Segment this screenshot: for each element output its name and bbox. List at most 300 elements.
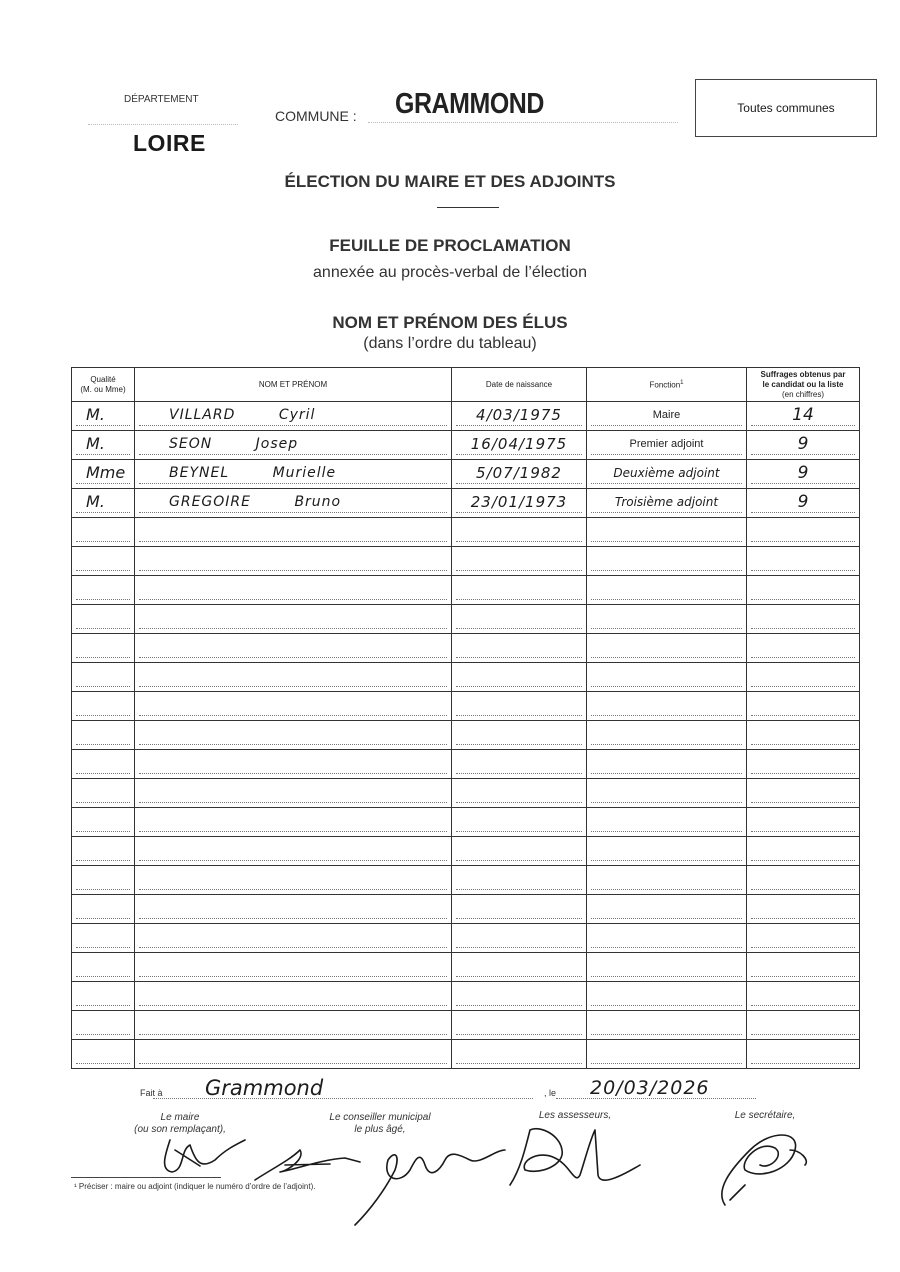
table-row xyxy=(72,489,860,518)
dotted-line xyxy=(139,985,447,1006)
dotted-line xyxy=(76,1043,130,1064)
cell-fonction xyxy=(587,837,747,866)
table-row-empty xyxy=(72,982,860,1011)
commune-label: COMMUNE : xyxy=(275,108,357,124)
dotted-line xyxy=(76,811,130,832)
cell-votes xyxy=(747,431,860,460)
cell-fonction xyxy=(587,982,747,1011)
col-suffrages-line1: Suffrages obtenus par xyxy=(760,369,846,379)
col-header-fonction xyxy=(587,368,747,402)
cell-nom xyxy=(135,895,452,924)
cell-qualite-text: Mme xyxy=(76,463,130,484)
cell-date xyxy=(452,605,587,634)
cell-nom xyxy=(135,634,452,663)
dotted-line xyxy=(139,579,447,600)
cell-qualite xyxy=(72,663,135,692)
cell-nom xyxy=(135,924,452,953)
dotted-line xyxy=(591,956,742,977)
cell-fonction xyxy=(587,750,747,779)
cell-votes-text: 14 xyxy=(751,405,855,426)
toutes-communes-label: Toutes communes xyxy=(737,101,835,115)
cell-date xyxy=(452,1040,587,1069)
cell-qualite xyxy=(72,1011,135,1040)
signature-secretaire xyxy=(722,1135,807,1205)
cell-votes xyxy=(747,721,860,750)
dotted-line xyxy=(456,927,582,948)
cell-date xyxy=(452,402,587,431)
cell-fonction-text: Troisième adjoint xyxy=(591,492,742,513)
cell-date xyxy=(452,663,587,692)
dotted-line xyxy=(456,956,582,977)
cell-nom xyxy=(135,837,452,866)
cell-qualite xyxy=(72,779,135,808)
dotted-line xyxy=(751,869,855,890)
dotted-line xyxy=(139,695,447,716)
commune-dotted-line xyxy=(368,122,678,123)
title-divider xyxy=(437,207,499,208)
dotted-line xyxy=(591,666,742,687)
cell-votes xyxy=(747,605,860,634)
dotted-line xyxy=(591,521,742,542)
cell-fonction xyxy=(587,634,747,663)
col-header-nom xyxy=(135,368,452,402)
cell-fonction xyxy=(587,576,747,605)
table-row xyxy=(72,460,860,489)
cell-nom-text: BEYNEL Murielle xyxy=(139,463,447,484)
signature-label-conseiller xyxy=(300,1112,460,1136)
table-row-empty xyxy=(72,895,860,924)
dotted-line xyxy=(76,521,130,542)
cell-nom xyxy=(135,1011,452,1040)
dotted-line xyxy=(456,753,582,774)
cell-date xyxy=(452,489,587,518)
dotted-line xyxy=(591,637,742,658)
dotted-line xyxy=(456,666,582,687)
cell-fonction xyxy=(587,895,747,924)
cell-qualite xyxy=(72,808,135,837)
cell-qualite xyxy=(72,402,135,431)
dotted-line xyxy=(139,724,447,745)
cell-date xyxy=(452,982,587,1011)
cell-nom xyxy=(135,547,452,576)
dotted-line xyxy=(751,753,855,774)
cell-qualite xyxy=(72,547,135,576)
dotted-line xyxy=(76,869,130,890)
cell-fonction xyxy=(587,460,747,489)
cell-qualite xyxy=(72,837,135,866)
signature-assesseur-1 xyxy=(355,1150,505,1225)
dotted-line xyxy=(751,724,855,745)
cell-date xyxy=(452,547,587,576)
cell-qualite xyxy=(72,721,135,750)
dotted-line xyxy=(591,811,742,832)
cell-date xyxy=(452,460,587,489)
table-row-empty xyxy=(72,576,860,605)
col-suffrages-line2: le candidat ou la liste xyxy=(762,379,844,389)
cell-qualite xyxy=(72,576,135,605)
cell-qualite xyxy=(72,605,135,634)
cell-nom xyxy=(135,982,452,1011)
dotted-line xyxy=(76,956,130,977)
cell-qualite xyxy=(72,750,135,779)
dotted-line xyxy=(591,579,742,600)
cell-qualite xyxy=(72,431,135,460)
cell-nom xyxy=(135,1040,452,1069)
cell-nom xyxy=(135,518,452,547)
dotted-line xyxy=(456,724,582,745)
fait-a-label: Fait à xyxy=(140,1088,163,1098)
col-suffrages-line3: (en chiffres) xyxy=(781,389,825,399)
dotted-line xyxy=(591,782,742,803)
dotted-line xyxy=(139,550,447,571)
cell-fonction xyxy=(587,1011,747,1040)
cell-fonction xyxy=(587,1040,747,1069)
cell-votes-text: 9 xyxy=(751,492,855,513)
cell-qualite xyxy=(72,982,135,1011)
cell-fonction xyxy=(587,953,747,982)
dotted-line xyxy=(591,550,742,571)
dotted-line xyxy=(76,753,130,774)
dotted-line xyxy=(76,985,130,1006)
footnote-marker: 1 xyxy=(680,380,684,387)
cell-nom-text: SEON Josep xyxy=(139,434,447,455)
cell-votes xyxy=(747,750,860,779)
table-row-empty xyxy=(72,721,860,750)
cell-fonction xyxy=(587,808,747,837)
signature-label-assesseurs: Les assesseurs, xyxy=(538,1110,612,1121)
table-row-empty xyxy=(72,808,860,837)
dotted-line xyxy=(751,637,855,658)
dotted-line xyxy=(139,898,447,919)
col-header-suffrages xyxy=(747,368,860,402)
date-label: , le xyxy=(544,1088,557,1098)
cell-nom xyxy=(135,663,452,692)
col-header-qualite xyxy=(72,368,135,402)
cell-votes xyxy=(747,634,860,663)
dotted-line xyxy=(456,1014,582,1035)
cell-nom xyxy=(135,576,452,605)
dotted-line xyxy=(591,1014,742,1035)
departement-value: LOIRE xyxy=(133,130,206,156)
table-row-empty xyxy=(72,634,860,663)
dotted-line xyxy=(751,811,855,832)
cell-nom xyxy=(135,721,452,750)
dotted-line xyxy=(139,869,447,890)
cell-fonction xyxy=(587,518,747,547)
cell-qualite-text: M. xyxy=(76,405,130,426)
dotted-line xyxy=(751,956,855,977)
dotted-line xyxy=(751,898,855,919)
dotted-line xyxy=(456,550,582,571)
dotted-line xyxy=(751,1014,855,1035)
dotted-line xyxy=(139,637,447,658)
table-row-empty xyxy=(72,1040,860,1069)
cell-nom xyxy=(135,489,452,518)
cell-nom xyxy=(135,460,452,489)
table-row-empty xyxy=(72,547,860,576)
cell-qualite xyxy=(72,634,135,663)
cell-votes xyxy=(747,808,860,837)
cell-votes xyxy=(747,402,860,431)
date-value: 20/03/2026 xyxy=(590,1077,710,1099)
dotted-line xyxy=(139,608,447,629)
cell-nom xyxy=(135,431,452,460)
cell-date xyxy=(452,576,587,605)
cell-votes xyxy=(747,1040,860,1069)
dotted-line xyxy=(139,753,447,774)
col-date-label: Date de naissance xyxy=(485,379,553,389)
dotted-line xyxy=(456,637,582,658)
table-row xyxy=(72,402,860,431)
toutes-communes-box xyxy=(695,79,877,137)
cell-votes xyxy=(747,982,860,1011)
cell-fonction xyxy=(587,431,747,460)
table-row-empty xyxy=(72,750,860,779)
dotted-line xyxy=(591,695,742,716)
table-row xyxy=(72,431,860,460)
dotted-line xyxy=(591,608,742,629)
dotted-line xyxy=(751,521,855,542)
cell-qualite-text: M. xyxy=(76,434,130,455)
page-title: ÉLECTION DU MAIRE ET DES ADJOINTS xyxy=(284,172,616,191)
cell-fonction xyxy=(587,489,747,518)
cell-nom xyxy=(135,402,452,431)
dotted-line xyxy=(76,695,130,716)
dotted-line xyxy=(139,782,447,803)
cell-qualite xyxy=(72,489,135,518)
fait-a-value: Grammond xyxy=(205,1076,324,1100)
table-row-empty xyxy=(72,692,860,721)
table-row-empty xyxy=(72,866,860,895)
cell-nom xyxy=(135,808,452,837)
table-row-empty xyxy=(72,837,860,866)
cell-votes xyxy=(747,837,860,866)
dotted-line xyxy=(76,927,130,948)
cell-qualite xyxy=(72,866,135,895)
dotted-line xyxy=(751,1043,855,1064)
signature-maire xyxy=(165,1140,245,1172)
col-fonction-label: Fonction xyxy=(649,380,681,390)
dotted-line xyxy=(751,666,855,687)
dotted-line xyxy=(751,579,855,600)
cell-date xyxy=(452,431,587,460)
dotted-line xyxy=(76,782,130,803)
cell-nom xyxy=(135,750,452,779)
cell-nom xyxy=(135,866,452,895)
cell-date xyxy=(452,750,587,779)
dotted-line xyxy=(456,1043,582,1064)
cell-date xyxy=(452,924,587,953)
dotted-line xyxy=(751,840,855,861)
cell-date xyxy=(452,692,587,721)
cell-date xyxy=(452,634,587,663)
dotted-line xyxy=(76,637,130,658)
dotted-line xyxy=(751,695,855,716)
cell-date xyxy=(452,866,587,895)
dotted-line xyxy=(456,985,582,1006)
dotted-line xyxy=(139,840,447,861)
cell-date xyxy=(452,895,587,924)
cell-date xyxy=(452,721,587,750)
dotted-line xyxy=(76,840,130,861)
cell-fonction xyxy=(587,779,747,808)
col-qualite-line2: (M. ou Mme) xyxy=(80,384,126,394)
cell-fonction-text: Deuxième adjoint xyxy=(591,463,742,484)
col-qualite-line1: Qualité xyxy=(90,374,116,384)
cell-votes xyxy=(747,547,860,576)
cell-fonction xyxy=(587,663,747,692)
cell-fonction xyxy=(587,402,747,431)
cell-votes xyxy=(747,692,860,721)
sig-maire-line1: Le maire xyxy=(160,1112,200,1123)
cell-date xyxy=(452,837,587,866)
cell-votes xyxy=(747,576,860,605)
departement-dotted-line xyxy=(88,124,238,125)
cell-nom xyxy=(135,779,452,808)
col-header-date xyxy=(452,368,587,402)
table-row-empty xyxy=(72,1011,860,1040)
cell-fonction-text: Maire xyxy=(591,405,742,426)
dotted-line xyxy=(591,1043,742,1064)
cell-qualite-text: M. xyxy=(76,492,130,513)
cell-qualite xyxy=(72,953,135,982)
cell-qualite xyxy=(72,924,135,953)
cell-votes xyxy=(747,953,860,982)
cell-votes xyxy=(747,895,860,924)
dotted-line xyxy=(139,666,447,687)
cell-date xyxy=(452,1011,587,1040)
cell-fonction xyxy=(587,547,747,576)
footnote-rule xyxy=(71,1177,221,1178)
dotted-line xyxy=(76,550,130,571)
signature-conseiller xyxy=(255,1150,360,1180)
dotted-line xyxy=(456,695,582,716)
cell-fonction-text: Premier adjoint xyxy=(591,434,742,455)
dotted-line xyxy=(591,985,742,1006)
cell-fonction xyxy=(587,605,747,634)
cell-votes xyxy=(747,518,860,547)
dotted-line xyxy=(456,521,582,542)
dotted-line xyxy=(751,608,855,629)
footnote-text: ¹ Préciser : maire ou adjoint (indiquer le numéro d’ordre de l’adjoint). xyxy=(74,1182,316,1191)
cell-date-text: 4/03/1975 xyxy=(456,405,582,426)
dotted-line xyxy=(591,724,742,745)
cell-votes xyxy=(747,663,860,692)
cell-nom xyxy=(135,692,452,721)
dotted-line xyxy=(751,927,855,948)
dotted-line xyxy=(456,869,582,890)
dotted-line xyxy=(139,521,447,542)
list-subtitle: (dans l’ordre du tableau) xyxy=(363,335,537,352)
dotted-line xyxy=(76,1014,130,1035)
cell-qualite xyxy=(72,692,135,721)
elus-table xyxy=(71,367,860,1069)
table-row-empty xyxy=(72,518,860,547)
dotted-line xyxy=(591,898,742,919)
cell-fonction xyxy=(587,721,747,750)
table-header-row xyxy=(72,368,860,402)
dotted-line xyxy=(456,782,582,803)
cell-date xyxy=(452,953,587,982)
signature-label-maire xyxy=(120,1112,240,1136)
document-subtitle-note: annexée au procès-verbal de l’élection xyxy=(313,264,587,281)
cell-votes xyxy=(747,779,860,808)
cell-nom xyxy=(135,953,452,982)
dotted-line xyxy=(751,985,855,1006)
cell-nom xyxy=(135,605,452,634)
cell-votes xyxy=(747,924,860,953)
sig-maire-line2: (ou son remplaçant), xyxy=(134,1124,226,1135)
dotted-line xyxy=(76,666,130,687)
cell-nom-text: VILLARD Cyril xyxy=(139,405,447,426)
dotted-line xyxy=(139,1014,447,1035)
dotted-line xyxy=(76,898,130,919)
dotted-line xyxy=(456,579,582,600)
cell-date xyxy=(452,779,587,808)
dotted-line xyxy=(751,550,855,571)
dotted-line xyxy=(591,840,742,861)
dotted-line xyxy=(591,753,742,774)
list-title: NOM ET PRÉNOM DES ÉLUS xyxy=(332,313,568,332)
dotted-line xyxy=(76,724,130,745)
document-subtitle: FEUILLE DE PROCLAMATION xyxy=(329,236,571,255)
sig-conseiller-line1: Le conseiller municipal xyxy=(329,1112,431,1123)
dotted-line xyxy=(456,840,582,861)
dotted-line xyxy=(76,579,130,600)
cell-date-text: 16/04/1975 xyxy=(456,434,582,455)
cell-votes-text: 9 xyxy=(751,463,855,484)
dotted-line xyxy=(76,608,130,629)
cell-nom-text: GREGOIRE Bruno xyxy=(139,492,447,513)
cell-qualite xyxy=(72,895,135,924)
cell-fonction xyxy=(587,692,747,721)
cell-fonction xyxy=(587,924,747,953)
cell-qualite xyxy=(72,518,135,547)
departement-label: DÉPARTEMENT xyxy=(124,94,199,105)
cell-votes xyxy=(747,489,860,518)
cell-date-text: 5/07/1982 xyxy=(456,463,582,484)
cell-votes xyxy=(747,460,860,489)
col-nom-label: NOM ET PRÉNOM xyxy=(258,379,328,389)
cell-qualite xyxy=(72,460,135,489)
table-row-empty xyxy=(72,605,860,634)
table-row-empty xyxy=(72,663,860,692)
cell-votes xyxy=(747,1011,860,1040)
dotted-line xyxy=(456,811,582,832)
dotted-line xyxy=(456,608,582,629)
table-row-empty xyxy=(72,779,860,808)
table-row-empty xyxy=(72,924,860,953)
cell-votes xyxy=(747,866,860,895)
dotted-line xyxy=(139,927,447,948)
cell-qualite xyxy=(72,1040,135,1069)
sig-conseiller-line2: le plus âgé, xyxy=(354,1124,406,1135)
signature-assesseur-2 xyxy=(510,1129,640,1185)
cell-date xyxy=(452,518,587,547)
signature-label-secretaire: Le secrétaire, xyxy=(734,1110,796,1121)
dotted-line xyxy=(751,782,855,803)
dotted-line xyxy=(456,898,582,919)
cell-date xyxy=(452,808,587,837)
dotted-line xyxy=(139,811,447,832)
table-row-empty xyxy=(72,953,860,982)
dotted-line xyxy=(139,1043,447,1064)
cell-fonction xyxy=(587,866,747,895)
cell-votes-text: 9 xyxy=(751,434,855,455)
dotted-line xyxy=(591,927,742,948)
dotted-line xyxy=(591,869,742,890)
cell-date-text: 23/01/1973 xyxy=(456,492,582,513)
